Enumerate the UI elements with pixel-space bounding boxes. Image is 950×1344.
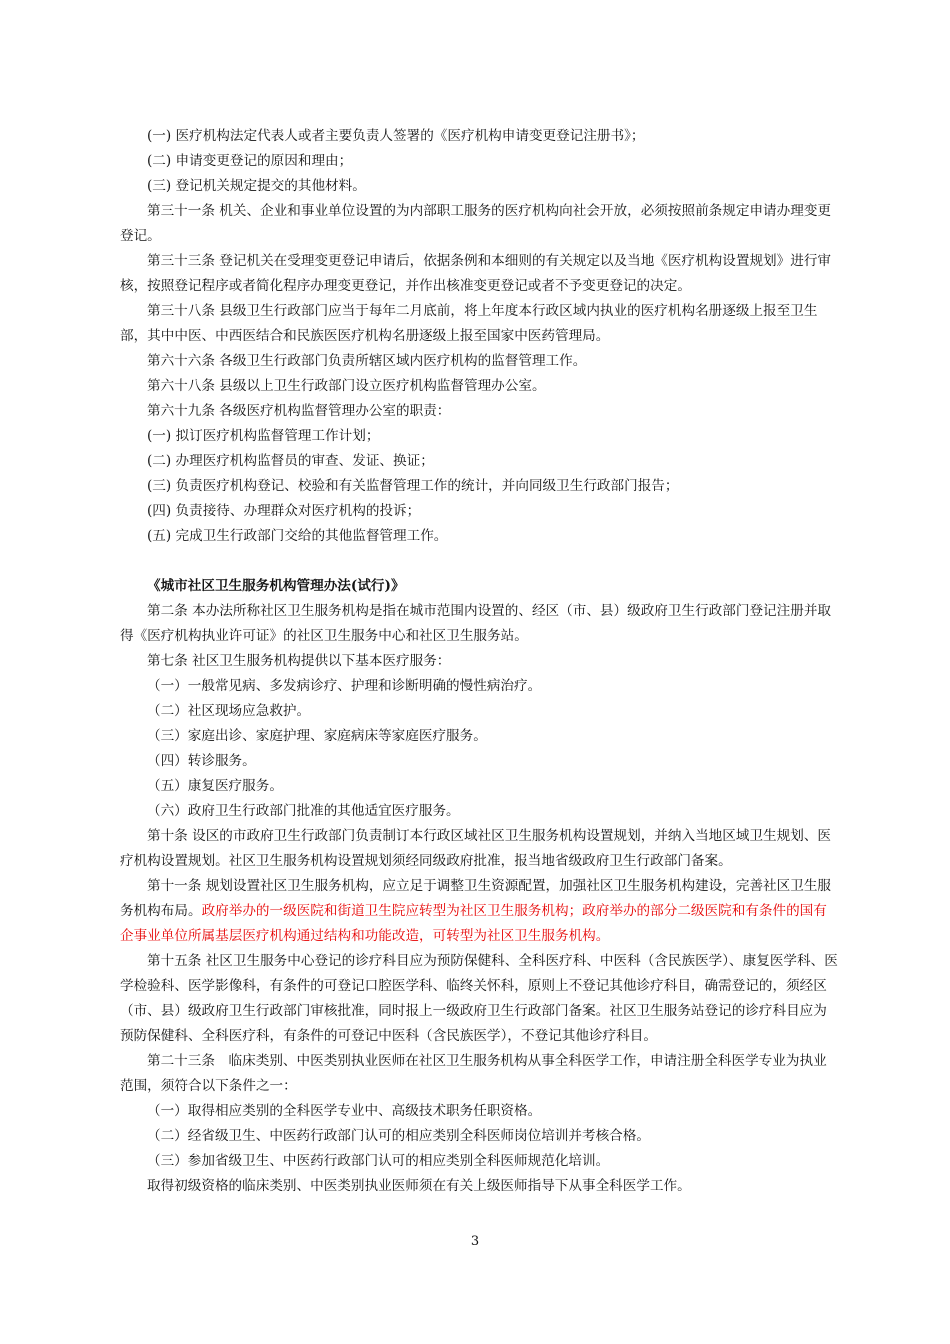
article-33: 第三十三条 登记机关在受理变更登记申请后，依据条例和本细则的有关规定以及当地《医疗机构设置规划》进行审核，按照登记程序或者简化程序办理变更登记，并作出核准变更登记或者不予变更登记的决定。 <box>120 253 832 294</box>
article-68: 第六十八条 县级以上卫生行政部门设立医疗机构监督管理办公室。 <box>147 378 546 394</box>
article-11-text: 第十一条 规划设置社区卫生服务机构，应立足于调整卫生资源配置，加强社区卫生服务机构建设，完善社区卫生服务机构布局。 <box>120 878 832 919</box>
list-item: （三）家庭出诊、家庭护理、家庭病床等家庭医疗服务。 <box>147 728 487 744</box>
page-number: 3 <box>470 1234 480 1249</box>
article-66: 第六十六条 各级卫生行政部门负责所辖区域内医疗机构的监督管理工作。 <box>147 353 587 369</box>
list-item: （二）社区现场应急救护。 <box>147 703 311 719</box>
list-item: (二) 办理医疗机构监督员的审查、发证、换证； <box>147 453 434 469</box>
list-item: (二) 申请变更登记的原因和理由； <box>147 153 353 169</box>
list-item: （一）一般常见病、多发病诊疗、护理和诊断明确的慢性病治疗。 <box>147 678 542 694</box>
article-11 <box>120 874 840 949</box>
list-item: (一) 医疗机构法定代表人或者主要负责人签署的《医疗机构申请变更登记注册书》； <box>147 128 645 144</box>
article-23: 第二十三条 临床类别、中医类别执业医师在社区卫生服务机构从事全科医学工作，申请注册全科医学专业为执业范围，须符合以下条件之一： <box>120 1053 827 1094</box>
page-content <box>120 124 840 1199</box>
list-item: （四）转诊服务。 <box>147 753 256 769</box>
list-item: (一) 拟订医疗机构监督管理工作计划； <box>147 428 380 444</box>
list-item: (五) 完成卫生行政部门交给的其他监督管理工作。 <box>147 528 448 544</box>
closing-paragraph: 取得初级资格的临床类别、中医类别执业医师须在有关上级医师指导下从事全科医学工作。 <box>147 1178 691 1194</box>
list-item: (四) 负责接待、办理群众对医疗机构的投诉； <box>147 503 421 519</box>
list-item: （六）政府卫生行政部门批准的其他适宜医疗服务。 <box>147 803 460 819</box>
section-spacer <box>120 549 840 574</box>
section-title: 《城市社区卫生服务机构管理办法(试行)》 <box>147 578 405 594</box>
list-item: （二）经省级卫生、中医药行政部门认可的相应类别全科医师岗位培训并考核合格。 <box>147 1128 650 1144</box>
list-item: (三) 登记机关规定提交的其他材料。 <box>147 178 366 194</box>
list-item: （五）康复医疗服务。 <box>147 778 283 794</box>
list-item: (三) 负责医疗机构登记、校验和有关监督管理工作的统计，并向同级卫生行政部门报告； <box>147 478 679 494</box>
article-69: 第六十九条 各级医疗机构监督管理办公室的职责： <box>147 403 451 419</box>
article-7: 第七条 社区卫生服务机构提供以下基本医疗服务： <box>147 653 451 669</box>
article-38: 第三十八条 县级卫生行政部门应当于每年二月底前，将上年度本行政区域内执业的医疗机构名册逐级上报至卫生部，其中中医、中西医结合和民族医医疗机构名册逐级上报至国家中医药管理局。 <box>120 303 818 344</box>
article-2: 第二条 本办法所称社区卫生服务机构是指在城市范围内设置的、经区（市、县）级政府卫生行政部门登记注册并取得《医疗机构执业许可证》的社区卫生服务中心和社区卫生服务站。 <box>120 603 832 644</box>
article-15: 第十五条 社区卫生服务中心登记的诊疗科目应为预防保健科、全科医疗科、中医科（含民族医学）、康复医学科、医学检验科、医学影像科，有条件的可登记口腔医学科、临终关怀科，原则上不登记其他诊疗科目，确需登记的，须经区（市、县）级政府卫生行政部门审核批准，同时报上一级政府卫生行政部门备案。社区卫生服务站登记的诊疗科目应为预防保健科、全科医疗科，有条件的可登记中医科（含民族医学），不登记其他诊疗科目。 <box>120 953 838 1044</box>
article-10: 第十条 设区的市政府卫生行政部门负责制订本行政区域社区卫生服务机构设置规划，并纳入当地区域卫生规划、医疗机构设置规划。社区卫生服务机构设置规划须经同级政府批准，报当地省级政府卫生行政部门备案。 <box>120 828 832 869</box>
article-11-highlight: 政府举办的一级医院和街道卫生院应转型为社区卫生服务机构；政府举办的部分二级医院和有条件的国有企事业单位所属基层医疗机构通过结构和功能改造，可转型为社区卫生服务机构。 <box>120 903 827 944</box>
list-item: （一）取得相应类别的全科医学专业中、高级技术职务任职资格。 <box>147 1103 542 1119</box>
article-31: 第三十一条 机关、企业和事业单位设置的为内部职工服务的医疗机构向社会开放，必须按照前条规定申请办理变更登记。 <box>120 203 832 244</box>
list-item: （三）参加省级卫生、中医药行政部门认可的相应类别全科医师规范化培训。 <box>147 1153 610 1169</box>
